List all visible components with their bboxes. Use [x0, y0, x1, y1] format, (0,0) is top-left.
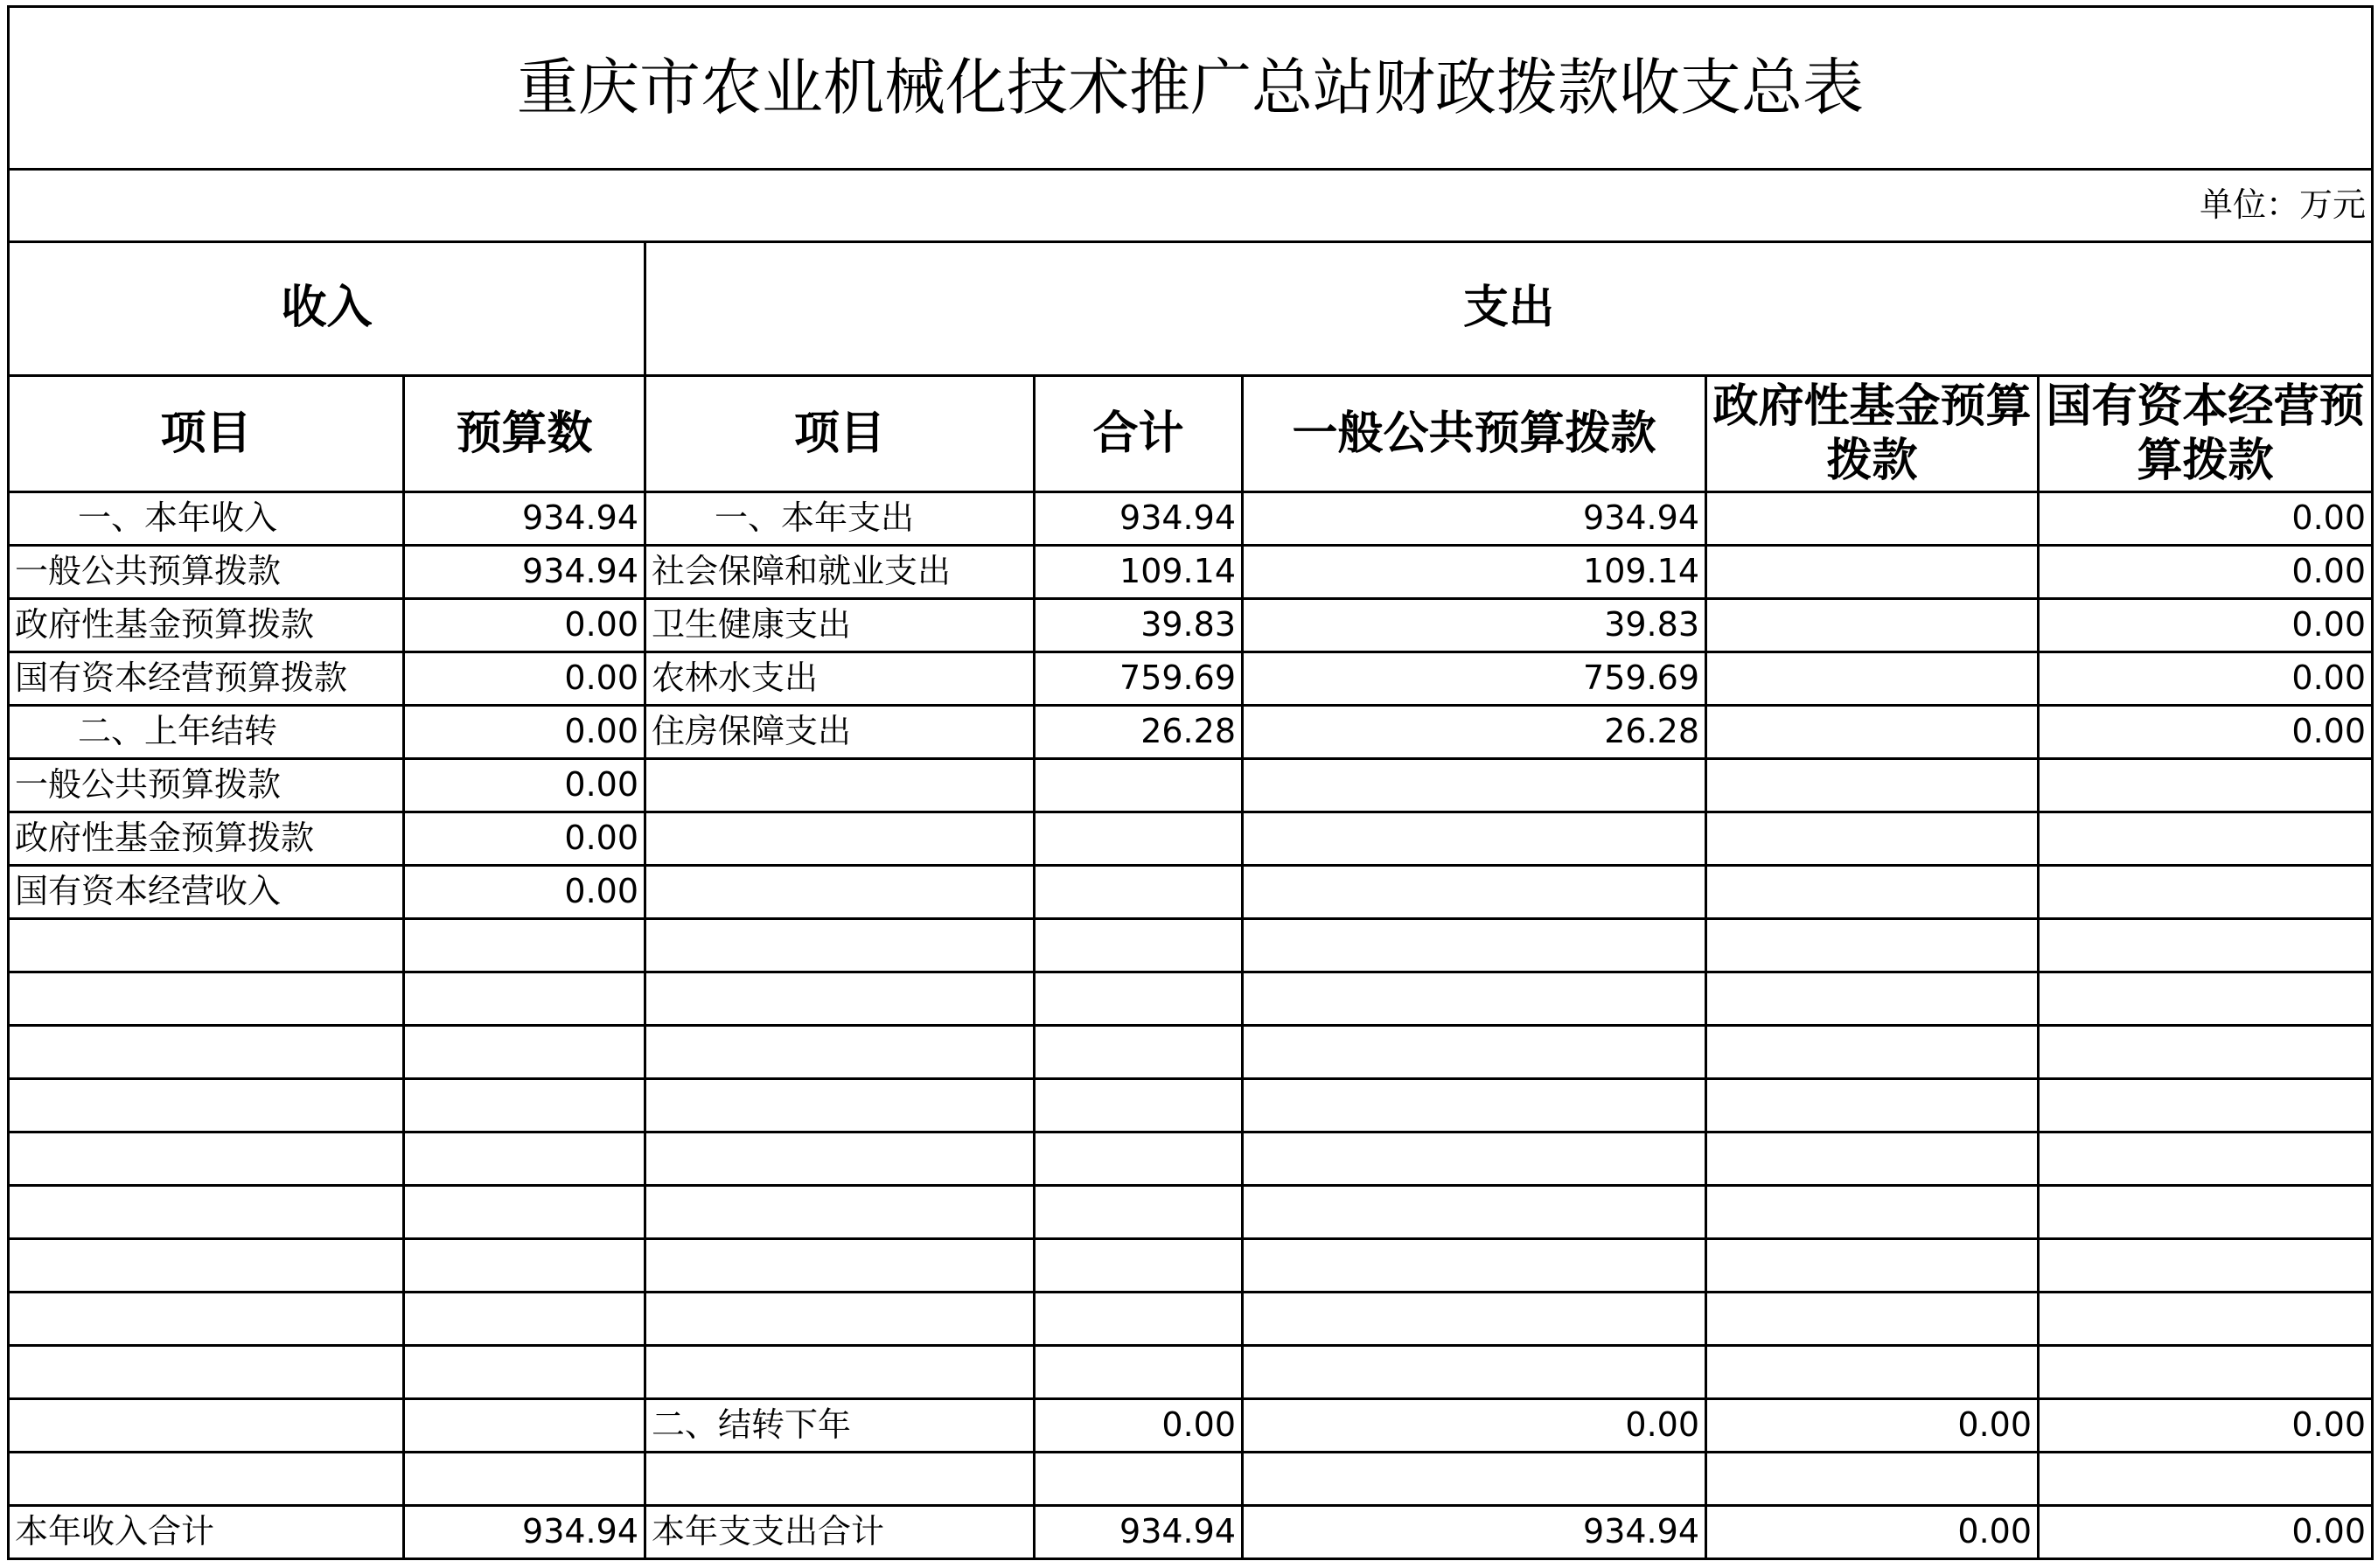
table-row: [9, 1346, 2373, 1399]
expense-item-cell: 本年支支出合计: [645, 1506, 1035, 1559]
expense-general-cell: 109.14: [1243, 546, 1706, 599]
table-row: [9, 972, 2373, 1026]
expense-total-cell: 109.14: [1035, 546, 1243, 599]
expense-fund-cell: [1706, 812, 2039, 866]
expense-state-cell: [2039, 1186, 2373, 1239]
expense-fund-cell: 0.00: [1706, 1506, 2039, 1559]
expense-fund-cell: [1706, 919, 2039, 972]
expense-total-cell: [1035, 812, 1243, 866]
expense-general-cell: [1243, 972, 1706, 1026]
income-item-cell: [9, 1186, 404, 1239]
table-row: [9, 866, 2373, 919]
expense-state-cell: [2039, 1026, 2373, 1079]
expense-fund-cell: [1706, 1079, 2039, 1132]
income-item-cell: [9, 1453, 404, 1506]
income-budget-cell: 934.94: [404, 546, 645, 599]
expense-general-cell: [1243, 1186, 1706, 1239]
expense-item-cell: [645, 759, 1035, 812]
income-budget-header: 预算数: [404, 376, 645, 492]
expense-fund-cell: [1706, 1293, 2039, 1346]
expense-general-cell: [1243, 1346, 1706, 1399]
income-budget-cell: [404, 1239, 645, 1293]
income-item-cell: [9, 972, 404, 1026]
expense-total-cell: [1035, 1453, 1243, 1506]
expense-state-cell: 0.00: [2039, 652, 2373, 706]
income-item-cell: [9, 1293, 404, 1346]
expense-state-cell: 0.00: [2039, 1399, 2373, 1453]
expense-fund-cell: [1706, 1239, 2039, 1293]
income-budget-cell: [404, 1293, 645, 1346]
expense-total-cell: [1035, 759, 1243, 812]
expense-item-cell: 住房保障支出: [645, 706, 1035, 759]
expense-item-cell: 一、本年支出: [645, 492, 1035, 546]
expense-general-cell: [1243, 759, 1706, 812]
income-item-cell: [9, 1399, 404, 1453]
total-header: 合计: [1035, 376, 1243, 492]
expense-fund-cell: [1706, 866, 2039, 919]
expense-general-cell: 26.28: [1243, 706, 1706, 759]
expense-total-cell: [1035, 972, 1243, 1026]
table-row: [9, 1186, 2373, 1239]
expense-state-cell: [2039, 1346, 2373, 1399]
expense-fund-cell: [1706, 492, 2039, 546]
expense-group-header: 支出: [645, 242, 2373, 376]
expense-fund-cell: [1706, 599, 2039, 652]
table-row: [9, 1506, 2373, 1559]
expense-state-cell: [2039, 1132, 2373, 1186]
expense-item-cell: [645, 1079, 1035, 1132]
expense-total-cell: 934.94: [1035, 1506, 1243, 1559]
income-item-cell: 一、本年收入: [9, 492, 404, 546]
expense-item-cell: [645, 1293, 1035, 1346]
expense-fund-cell: [1706, 972, 2039, 1026]
expense-total-cell: [1035, 1239, 1243, 1293]
expense-state-cell: 0.00: [2039, 706, 2373, 759]
table-row: [9, 759, 2373, 812]
expense-fund-cell: [1706, 1026, 2039, 1079]
expense-state-cell: [2039, 919, 2373, 972]
table-row: [9, 1239, 2373, 1293]
income-item-cell: 一般公共预算拨款: [9, 759, 404, 812]
expense-state-cell: [2039, 866, 2373, 919]
income-budget-cell: [404, 1399, 645, 1453]
income-budget-cell: [404, 1026, 645, 1079]
income-budget-cell: 0.00: [404, 706, 645, 759]
income-budget-cell: 934.94: [404, 1506, 645, 1559]
table-row: [9, 546, 2373, 599]
income-budget-cell: [404, 1453, 645, 1506]
income-budget-cell: 0.00: [404, 759, 645, 812]
expense-state-cell: [2039, 1079, 2373, 1132]
expense-state-cell: 0.00: [2039, 599, 2373, 652]
expense-fund-cell: [1706, 1346, 2039, 1399]
expense-item-cell: [645, 1346, 1035, 1399]
income-item-cell: 本年收入合计: [9, 1506, 404, 1559]
expense-total-cell: [1035, 1293, 1243, 1346]
table-row: [9, 492, 2373, 546]
income-budget-cell: [404, 1132, 645, 1186]
state-capital-header: 国有资本经营预算拨款: [2039, 376, 2373, 492]
income-budget-cell: [404, 1079, 645, 1132]
expense-general-cell: 0.00: [1243, 1399, 1706, 1453]
general-budget-header: 一般公共预算拨款: [1243, 376, 1706, 492]
expense-general-cell: 759.69: [1243, 652, 1706, 706]
table-title: 重庆市农业机械化技术推广总站财政拨款收支总表: [9, 7, 2373, 170]
income-item-cell: [9, 1026, 404, 1079]
expense-item-cell: 二、结转下年: [645, 1399, 1035, 1453]
expense-state-cell: [2039, 1453, 2373, 1506]
expense-fund-cell: [1706, 652, 2039, 706]
expense-item-cell: [645, 1239, 1035, 1293]
unit-label: 单位：万元: [9, 170, 2373, 242]
income-item-cell: 国有资本经营预算拨款: [9, 652, 404, 706]
table-row: [9, 1026, 2373, 1079]
income-budget-cell: [404, 972, 645, 1026]
expense-total-cell: 26.28: [1035, 706, 1243, 759]
expense-general-cell: [1243, 1293, 1706, 1346]
expense-item-cell: [645, 1132, 1035, 1186]
expense-state-cell: [2039, 972, 2373, 1026]
expense-fund-cell: [1706, 1132, 2039, 1186]
expense-item-cell: 社会保障和就业支出: [645, 546, 1035, 599]
expense-fund-cell: [1706, 546, 2039, 599]
fund-budget-header: 政府性基金预算拨款: [1706, 376, 2039, 492]
income-item-cell: 政府性基金预算拨款: [9, 599, 404, 652]
income-budget-cell: [404, 919, 645, 972]
expense-item-cell: 农林水支出: [645, 652, 1035, 706]
table-row: [9, 1293, 2373, 1346]
expense-item-cell: [645, 1026, 1035, 1079]
expense-general-cell: [1243, 1026, 1706, 1079]
expense-item-cell: [645, 866, 1035, 919]
income-budget-cell: 934.94: [404, 492, 645, 546]
expense-item-cell: [645, 812, 1035, 866]
expense-total-cell: [1035, 1186, 1243, 1239]
income-item-cell: [9, 1346, 404, 1399]
income-item-cell: 一般公共预算拨款: [9, 546, 404, 599]
expense-general-cell: [1243, 812, 1706, 866]
table-row: [9, 1079, 2373, 1132]
expense-total-cell: [1035, 1132, 1243, 1186]
expense-item-cell: [645, 1186, 1035, 1239]
expense-fund-cell: 0.00: [1706, 1399, 2039, 1453]
expense-item-cell: [645, 919, 1035, 972]
expense-total-cell: 759.69: [1035, 652, 1243, 706]
expense-general-cell: [1243, 1239, 1706, 1293]
income-budget-cell: [404, 1346, 645, 1399]
income-group-header: 收入: [9, 242, 645, 376]
income-item-cell: 二、上年结转: [9, 706, 404, 759]
expense-state-cell: [2039, 1239, 2373, 1293]
income-item-header: 项目: [9, 376, 404, 492]
expense-state-cell: [2039, 1293, 2373, 1346]
table-row: [9, 1453, 2373, 1506]
expense-general-cell: [1243, 1079, 1706, 1132]
table-row: [9, 919, 2373, 972]
expense-state-cell: [2039, 759, 2373, 812]
income-budget-cell: 0.00: [404, 866, 645, 919]
income-budget-cell: [404, 1186, 645, 1239]
expense-state-cell: 0.00: [2039, 492, 2373, 546]
table-row: [9, 706, 2373, 759]
income-budget-cell: 0.00: [404, 599, 645, 652]
expense-total-cell: [1035, 1346, 1243, 1399]
table-row: [9, 1132, 2373, 1186]
table-row: [9, 1399, 2373, 1453]
expense-fund-cell: [1706, 1186, 2039, 1239]
expense-fund-cell: [1706, 706, 2039, 759]
table-row: [9, 652, 2373, 706]
expense-general-cell: 39.83: [1243, 599, 1706, 652]
expense-total-cell: 39.83: [1035, 599, 1243, 652]
expense-state-cell: 0.00: [2039, 546, 2373, 599]
expense-general-cell: [1243, 919, 1706, 972]
expense-general-cell: [1243, 1453, 1706, 1506]
expense-total-cell: 0.00: [1035, 1399, 1243, 1453]
expense-item-cell: [645, 1453, 1035, 1506]
expense-item-cell: 卫生健康支出: [645, 599, 1035, 652]
table-row: [9, 599, 2373, 652]
expense-state-cell: [2039, 812, 2373, 866]
expense-item-cell: [645, 972, 1035, 1026]
income-item-cell: [9, 1132, 404, 1186]
income-item-cell: [9, 1079, 404, 1132]
expense-general-cell: [1243, 1132, 1706, 1186]
expense-fund-cell: [1706, 1453, 2039, 1506]
expense-state-cell: 0.00: [2039, 1506, 2373, 1559]
budget-summary-table: [7, 5, 2374, 1560]
expense-total-cell: [1035, 1079, 1243, 1132]
expense-total-cell: [1035, 919, 1243, 972]
expense-total-cell: [1035, 866, 1243, 919]
income-item-cell: [9, 1239, 404, 1293]
expense-total-cell: 934.94: [1035, 492, 1243, 546]
expense-total-cell: [1035, 1026, 1243, 1079]
expense-general-cell: [1243, 866, 1706, 919]
income-budget-cell: 0.00: [404, 812, 645, 866]
income-item-cell: [9, 919, 404, 972]
income-budget-cell: 0.00: [404, 652, 645, 706]
expense-general-cell: 934.94: [1243, 492, 1706, 546]
income-item-cell: 政府性基金预算拨款: [9, 812, 404, 866]
expense-item-header: 项目: [645, 376, 1035, 492]
income-item-cell: 国有资本经营收入: [9, 866, 404, 919]
expense-general-cell: 934.94: [1243, 1506, 1706, 1559]
table-row: [9, 812, 2373, 866]
expense-fund-cell: [1706, 759, 2039, 812]
